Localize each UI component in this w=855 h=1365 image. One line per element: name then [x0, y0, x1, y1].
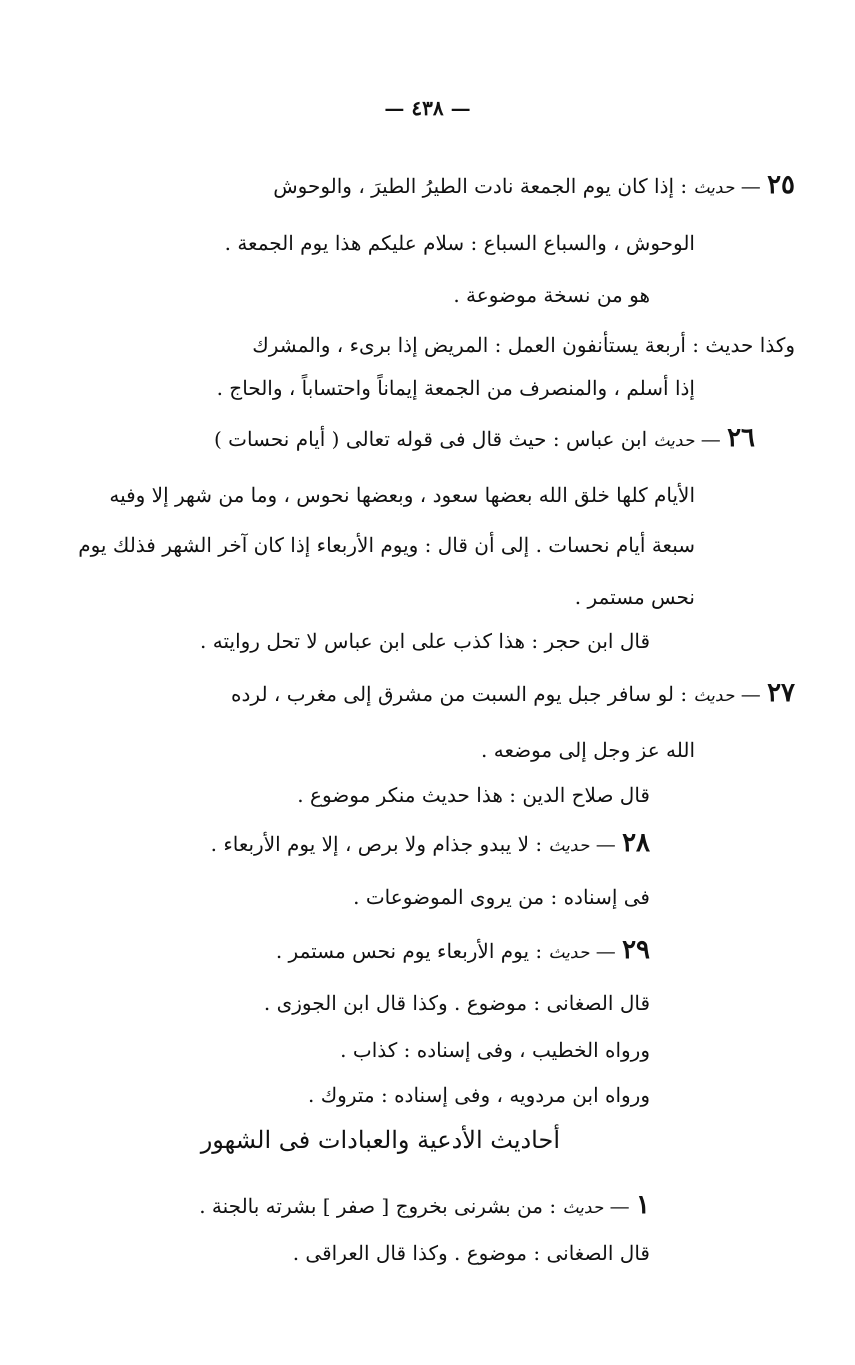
- hadith-label: حديث: [548, 836, 590, 856]
- hadith-label: حديث: [653, 431, 695, 451]
- text-line: ورواه الخطيب ، وفى إسناده : كذاب .: [340, 1038, 650, 1062]
- text-line: ٢٧ — حديث : لو سافر جبل يوم السبت من مشرق إلى مغرب ، لرده: [231, 678, 795, 708]
- text-line: سبعة أيام نحسات . إلى أن قال : ويوم الأربعاء إذا كان آخر الشهر فذلك يوم: [78, 533, 695, 557]
- text-line: وكذا حديث : أربعة يستأنفون العمل : المريض إذا برىء ، والمشرك: [252, 333, 795, 357]
- hadith-number: ٢٥: [767, 170, 795, 200]
- hadith-number: ٢٨: [622, 828, 650, 858]
- hadith-label: حديث: [693, 686, 735, 706]
- hadith-number: ٢٧: [767, 678, 795, 708]
- hadith-number: ١: [636, 1190, 650, 1220]
- hadith-label: حديث: [562, 1198, 604, 1218]
- hadith-number: ٢٦: [727, 423, 755, 453]
- text-line: الله عز وجل إلى موضعه .: [481, 738, 695, 762]
- text-line: نحس مستمر .: [574, 585, 695, 609]
- text-line: فى إسناده : من يروى الموضوعات .: [353, 885, 650, 909]
- text-line: ٢٩ — حديث : يوم الأربعاء يوم نحس مستمر .: [275, 935, 650, 965]
- text-line: قال صلاح الدين : هذا حديث منكر موضوع .: [297, 783, 650, 807]
- hadith-label: حديث: [548, 943, 590, 963]
- text-line: ٢٨ — حديث : لا يبدو جذام ولا برص ، إلا يوم الأربعاء .: [210, 828, 650, 858]
- text-line: هو من نسخة موضوعة .: [453, 283, 650, 307]
- text-line: قال الصغانى : موضوع . وكذا قال ابن الجوزى .: [263, 991, 650, 1015]
- text-line: قال الصغانى : موضوع . وكذا قال العراقى .: [292, 1241, 650, 1265]
- text-line: إذا أسلم ، والمنصرف من الجمعة إيماناً واحتساباً ، والحاج .: [216, 376, 695, 400]
- hadith-number: ٢٩: [622, 935, 650, 965]
- section-heading: أحاديث الأدعية والعبادات فى الشهور: [200, 1126, 560, 1154]
- text-line: ١ — حديث : من بشرنى بخروج [ صفر ] بشرته بالجنة .: [199, 1190, 650, 1220]
- hadith-label: حديث: [693, 178, 735, 198]
- text-line: الوحوش ، والسباع السباع : سلام عليكم هذا يوم الجمعة .: [224, 231, 695, 255]
- text-line: ٢٥ — حديث : إذا كان يوم الجمعة نادت الطيرُ الطيرَ ، والوحوش: [273, 170, 795, 200]
- text-line: ورواه ابن مردويه ، وفى إسناده : متروك .: [307, 1083, 650, 1107]
- text-line: ٢٦ — حديث ابن عباس : حيث قال فى قوله تعالى ( أيام نحسات ): [213, 423, 755, 453]
- page-number: — ٤٣٨ —: [384, 96, 471, 120]
- text-line: الأيام كلها خلق الله بعضها سعود ، وبعضها نحوس ، وما من شهر إلا وفيه: [109, 483, 695, 507]
- text-line: قال ابن حجر : هذا كذب على ابن عباس لا تحل روايته .: [200, 629, 650, 653]
